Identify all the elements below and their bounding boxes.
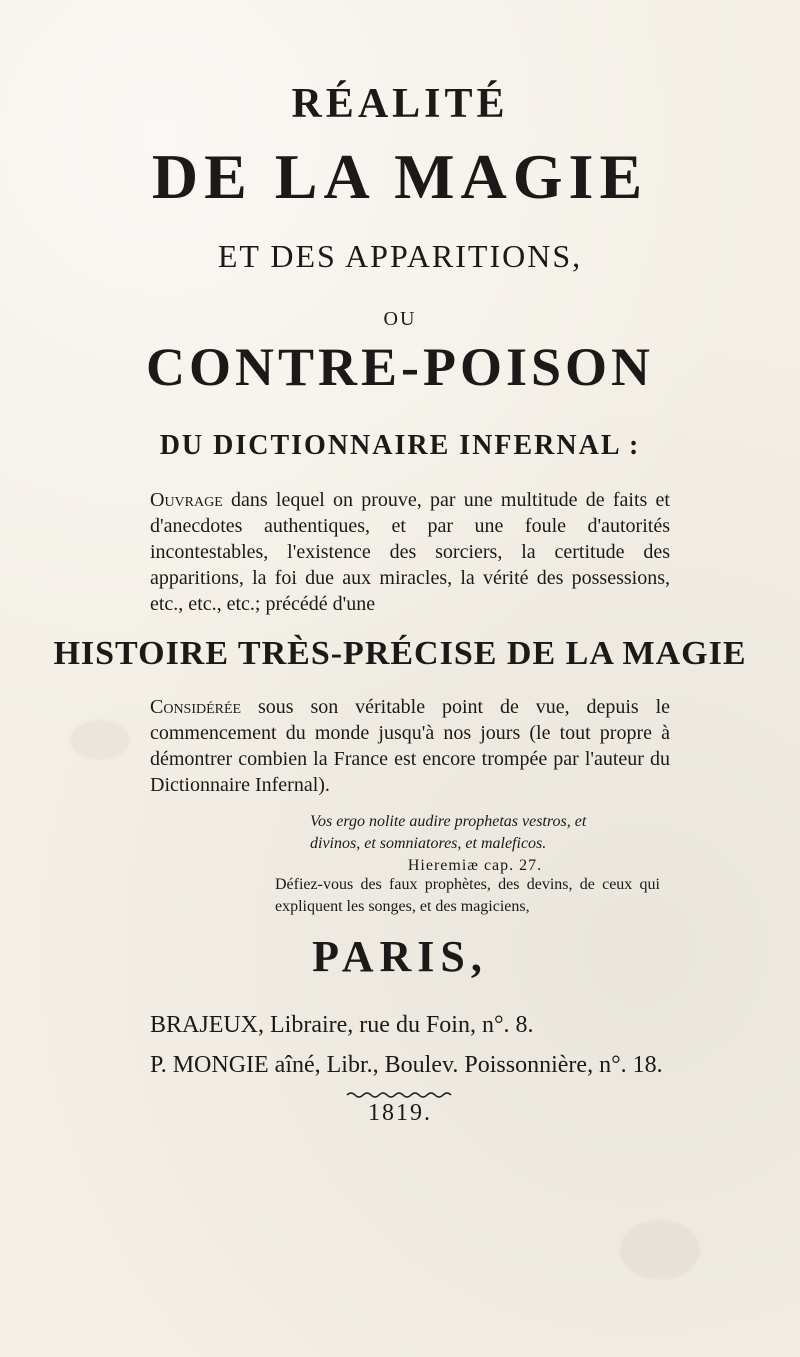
epigraph-translation: Défiez-vous des faux prophètes, des devins, de ceux qui expliquent les songes, et des magiciens, bbox=[275, 876, 660, 915]
ornament-divider bbox=[345, 1090, 455, 1100]
place-of-publication: PARIS, bbox=[312, 932, 488, 981]
paragraph-text: dans lequel on prouve, par une multitude de faits et d'anecdotes authentiques, et par une foule d'autorités incontestables, l'existence des sorciers, la certitude des apparitions, la foi due aux miracles, la vérité des possessions, etc., etc., etc.; précédé d'une bbox=[150, 489, 670, 615]
title-line-5: DU DICTIONNAIRE INFERNAL : bbox=[159, 430, 641, 461]
title-line-3: ET DES APPARITIONS, bbox=[217, 238, 583, 274]
paper-stain bbox=[70, 720, 130, 760]
paper-stain bbox=[620, 1220, 700, 1280]
paragraph-lead-word: Considérée bbox=[150, 696, 242, 718]
paragraph-text: sous son véritable point de vue, depuis le commencement du monde jusqu'à nos jours (le tout propre à démontrer combien la France est encore trompée par l'auteur du Dictionnaire Infernal). bbox=[150, 696, 671, 796]
title-line-2: DE LA MAGIE bbox=[151, 141, 649, 212]
section-paragraph bbox=[150, 694, 670, 798]
title-conjunction: OU bbox=[383, 308, 417, 330]
paragraph-lead-word: Ouvrage bbox=[150, 489, 223, 511]
section-title: HISTOIRE TRÈS-PRÉCISE DE LA MAGIE bbox=[53, 635, 747, 672]
epigraph-attribution: Hieremiæ cap. 27. bbox=[407, 857, 543, 874]
title-line-4: CONTRE-POISON bbox=[145, 337, 655, 397]
description-paragraph bbox=[150, 487, 670, 617]
title-line-1: RÉALITÉ bbox=[291, 81, 509, 127]
publisher-line-2: P. MONGIE aîné, Libr., Boulev. Poissonnière, n°. 18. bbox=[150, 1052, 663, 1078]
publication-year: 1819. bbox=[368, 1100, 432, 1126]
publisher-line-1: BRAJEUX, Libraire, rue du Foin, n°. 8. bbox=[150, 1012, 534, 1038]
epigraph-text: Vos ergo nolite audire prophetas vestros, et divinos, et somniatores, et maleficos. bbox=[310, 813, 587, 852]
epigraph bbox=[310, 811, 640, 877]
